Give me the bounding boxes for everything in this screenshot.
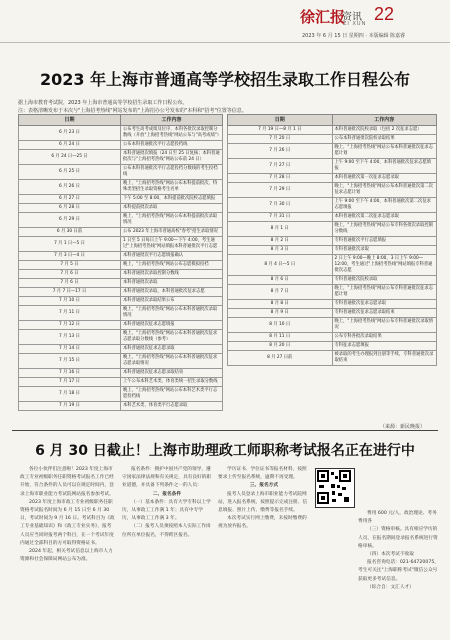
table-row (19, 195, 223, 204)
table-row (19, 369, 223, 378)
table-cell-date: 8 月 1 日 (228, 222, 333, 237)
table-cell-date: 8 月 2 日 (228, 237, 333, 246)
table-row (228, 174, 437, 183)
table-row (228, 237, 437, 246)
table-cell-content: 晚上，"上海招考热线"网站公布本科普通批次征求志愿计划 (332, 144, 437, 159)
table-row (19, 321, 223, 330)
table-cell-content: 公布本科普通批次院校录取结果 (332, 135, 437, 144)
table-row (19, 270, 223, 279)
table-cell-date: 8 月 3 日 (228, 246, 333, 255)
article-paragraph: 报考人员登录上海市职业能力考试院网站，进入报名系统，按照提示完成注册、信息填报、照片上传、缴费等报名手续。 (218, 491, 308, 514)
table-cell-date: 8 月 27 日前 (228, 351, 333, 366)
table-row (228, 144, 437, 159)
article-paragraph: （综合自：文汇人才） (367, 584, 414, 590)
schedule-table-left (18, 114, 223, 411)
table-cell-content: 本科普通批次征求志愿录取结束 (121, 369, 223, 378)
table-cell-date: 8 月 4 日—5 日 (228, 255, 333, 276)
article-paragraph: 2023 年度上海市政工专业初级职务任职资格考试报名时间为 6 月 15 日至 6 月 30 日，考试时间为 9 月 16 日。考试科目为《政工专业基础知识》和《政工专业实务》，报考人员应当同时报考两个科目，在一个考试年度内通过全部科目的方可取得资格证书。 (20, 499, 115, 546)
table-row (19, 279, 223, 288)
table-cell-content: 本科普通批次第一次征求志愿录取 (332, 174, 437, 183)
article-paragraph: 费用 600 元/人，政治理论、考务费用各 (358, 511, 437, 525)
table-cell-content: 被录取的考生办理报到注册等手续，专科普通批次录取结束 (332, 351, 437, 366)
table-cell-content: 本科提前批次录取 (121, 204, 223, 213)
table-cell-content: 专科普通批次平行志愿填报 (332, 237, 437, 246)
table-row (228, 351, 437, 366)
table-cell-content: 下午 5:00 至 8:00，本科提前批次院校志愿填报 (121, 195, 223, 204)
table-row (19, 126, 223, 141)
table-cell-content: 本科普通批次征求志愿填报 (121, 321, 223, 330)
table-row (19, 378, 223, 387)
table-cell-date: 7 月 18 日 (19, 387, 121, 402)
article-paragraph: 报名咨询电话：021-64720075，考生可关注"上海职称考试"微信公众号获取更多考试信息。 (358, 560, 439, 582)
article-intro (18, 99, 438, 115)
table-header-date: 日期 (228, 115, 333, 126)
table-row (228, 246, 437, 255)
table-row (228, 309, 437, 318)
table-cell-date: 7 月 14 日 (19, 345, 121, 354)
table-row (228, 276, 437, 285)
table-cell-content: 本科普通批次录取结果公布 (121, 297, 223, 306)
table-cell-content: 公布专科各批次录取结果 (332, 333, 437, 342)
table-row (19, 297, 223, 306)
article-title-exam-registration: 6 月 30 日截止！上海市助理政工师职称考试报名正在进行中 (35, 443, 415, 459)
table-cell-content: 公布本科普通批次平行志愿投档线 (121, 141, 223, 150)
table-cell-date: 7 月 11 日 (19, 306, 121, 321)
newspaper-brand: 徐汇报 (300, 8, 346, 26)
table-cell-date: 7 月 10 日 (19, 297, 121, 306)
qr-code-icon (315, 468, 355, 508)
table-cell-date: 7 月 13 日 (19, 330, 121, 345)
table-row (228, 342, 437, 351)
section-divider (12, 430, 438, 431)
table-cell-content: 公布考生高考成绩及位序、本科各批次录取控制分数线（开放"上海招考热线"网站公布与"高考成绩"） (121, 126, 223, 141)
table-cell-date: 7 月 7 日—17 日 (19, 288, 121, 297)
article-source-credit: （来源：新民晚报） (380, 424, 426, 430)
table-cell-content: 晚上，"上海招考热线"网站公布专科普通批次征求志愿计划 (332, 285, 437, 300)
table-cell-date: 8 月 8 日 (228, 300, 333, 309)
table-cell-date: 7 月 3 日—4 日 (19, 252, 121, 261)
table-cell-date: 7 月 29 日 (228, 183, 333, 198)
table-cell-date: 6 月 30 日前 (19, 228, 121, 237)
section-name-en: ZI XUN (343, 21, 367, 27)
table-row (19, 213, 223, 228)
table-cell-content: 晚上，"上海招考热线"网站公布专科普通批次录取情况 (332, 318, 437, 333)
schedule-table-right (227, 114, 437, 366)
table-header-content: 工作内容 (121, 115, 223, 126)
table-cell-date: 7 月 28 日 (228, 174, 333, 183)
table-cell-content: 1 日至 5 日每日上午 9:00—下午 4:00，考生通过"上海招考热线"网站填报本科普通批次平行志愿 (121, 237, 223, 252)
table-cell-date: 7 月 20 日 (228, 135, 333, 144)
article-paragraph: （一）基本条件：具有大学专科以上学历，从事政工工作满 1 年；具有中专学历，从事政工工作满 3 年。 (122, 499, 211, 522)
article-paragraph: 三、报名方式 (249, 483, 279, 489)
table-cell-date: 7 月 27 日 (228, 159, 333, 174)
table-row (228, 126, 437, 135)
table-cell-date: 7 月 5 日 (19, 261, 121, 270)
table-row (228, 255, 437, 276)
page-number: 22 (374, 4, 395, 24)
table-cell-content: 专科普通批次征求志愿录取 (332, 300, 437, 309)
table-row (19, 345, 223, 354)
table-row (19, 237, 223, 252)
table-cell-content: 本科普通批次征求志愿录取 (121, 345, 223, 354)
table-cell-content: 本科普通批次院校录取（包括 2 次征求志愿） (332, 126, 437, 135)
table-row (19, 402, 223, 411)
table-row (19, 228, 223, 237)
table-cell-date: 7 月 12 日 (19, 321, 121, 330)
table-cell-date: 7 月 19 日—8 月 1 日 (228, 126, 333, 135)
table-cell-date: 8 月 9 日 (228, 309, 333, 318)
table-cell-date: 6 月 25 日 (19, 165, 121, 180)
table-cell-date: 7 月 6 日 (19, 279, 121, 288)
table-cell-date: 7 月 30 日 (228, 198, 333, 213)
masthead (0, 0, 450, 43)
table-cell-content: 本科艺术类、体育类平行志愿录取 (121, 402, 223, 411)
table-cell-content: 专科征求志愿填报 (332, 342, 437, 351)
table-row (19, 180, 223, 195)
table-row (228, 159, 437, 174)
table-row (19, 204, 223, 213)
table-row (228, 318, 437, 333)
table-cell-date: 8 月 20 日 (228, 342, 333, 351)
table-cell-content: 晚上，"上海招考热线"网站公布本科提前批次录取情况 (121, 213, 223, 228)
table-cell-content: 专科普通批次院校录取 (332, 276, 437, 285)
table-cell-date: 6 月 26 日 (19, 180, 121, 195)
table-cell-date: 7 月 16 日 (19, 369, 121, 378)
table-cell-content: 晚上，"上海招考热线"网站公布志愿模拟投档 (121, 261, 223, 270)
table-header-content: 工作内容 (332, 115, 437, 126)
table-cell-date: 6 月 23 日 (19, 126, 121, 141)
table-cell-content: 上午 9:00 至下午 4:00，本科普通批次征求志愿填报 (332, 159, 437, 174)
table-cell-content: 晚上，"上海招考热线"网站公布本科艺术类平行志愿投档线 (121, 387, 223, 402)
table-cell-date: 7 月 6 日 (19, 270, 121, 279)
article-column-1 (20, 466, 116, 564)
table-cell-date: 7 月 31 日 (228, 213, 333, 222)
table-cell-date: 6 月 29 日 (19, 213, 121, 228)
table-row (228, 222, 437, 237)
table-cell-content: 2 日上午 9:00—晚上 8:00，3 日上午 9:00—12:00，考生通过"上海招考热线"网站填报专科普通批次志愿 (332, 255, 437, 276)
table-row (19, 387, 223, 402)
table-cell-content: 晚上，"上海招考热线"网站公布专科各批次录取控制分数线 (332, 222, 437, 237)
table-cell-date: 8 月 7 日 (228, 285, 333, 300)
table-cell-date: 8 月 11 日 (228, 333, 333, 342)
article-paragraph: 二、报名条件 (152, 491, 182, 497)
table-row (228, 135, 437, 144)
table-cell-content: 公布 2023 年上海市普通高校"春考"招生录取情况 (121, 228, 223, 237)
table-header-date: 日期 (19, 115, 121, 126)
table-cell-content: 晚上，"上海招考热线"网站公布本科普通批次征求志愿录取分数线（参考） (121, 330, 223, 345)
table-cell-date: 7 月 26 日 (228, 144, 333, 159)
article-paragraph: 学历证书、学位证书等报名材料，按照要求上传至报名系统，逾期不再受理。 (218, 467, 307, 481)
article-paragraph: 本次考试实行网上缴费，未按时缴费的视为放弃报名。 (218, 516, 307, 530)
table-row (19, 288, 223, 297)
table-cell-content: 专科普通批次录取 (332, 246, 437, 255)
table-cell-content: 晚上，"上海招考热线"网站公布本科普通批次录取情况 (121, 306, 223, 321)
table-row (228, 285, 437, 300)
dateline: 2023 年 6 月 15 日 星期四 · 本版编辑 陈嘉睿 (302, 33, 406, 39)
article-paragraph: （二）报考人员须按照本人实际工作岗位所在单位报名，不得跨区报名。 (122, 524, 211, 538)
table-row (228, 213, 437, 222)
table-row (19, 354, 223, 369)
table-cell-date: 7 月 1 日—5 日 (19, 237, 121, 252)
table-row (19, 261, 223, 270)
table-row (19, 252, 223, 261)
article-paragraph: 各位小伙伴们注意啦！2023 年度上海市政工专业初级职务任职资格考试报名工作已经开始，符合条件的人员可以在规定时间内，登录上海市职业能力考试院网站报名参加考试。 (20, 467, 114, 497)
article-paragraph: 2024 年起，相关考试信息以上海市人力资源和社会保障局网站公布为准。 (20, 549, 113, 563)
article-column-3 (218, 466, 310, 532)
table-cell-content: 本科普通批次填报（24 日至 25 日复核；本科普通批次与"上海招考热线"网站公布前 24 日） (121, 150, 223, 165)
table-row (19, 141, 223, 150)
table-cell-content: 本科普通批次录取 (121, 279, 223, 288)
table-cell-date: 6 月 28 日 (19, 204, 121, 213)
article-column-2 (122, 466, 212, 540)
article-paragraph: （三）资格审核。具有相应学历的人员，在报名期间登录报名系统进行资格审核。 (358, 527, 438, 549)
table-cell-date: 7 月 19 日 (19, 402, 121, 411)
table-cell-content: 本科普通批次录取，本科普通批次征求志愿 (121, 288, 223, 297)
table-row (19, 330, 223, 345)
table-row (228, 333, 437, 342)
table-cell-content: 专科普通批次征求志愿录取结束 (332, 309, 437, 318)
section-name: 资讯 (342, 12, 362, 23)
table-row (19, 150, 223, 165)
table-cell-date: 8 月 10 日 (228, 318, 333, 333)
article-column-4 (358, 510, 440, 592)
table-cell-date: 7 月 15 日 (19, 354, 121, 369)
intro-line: 据上海市教育考试院，2023 年上海市普通高等学校招生录取工作日程公布。 (18, 100, 188, 106)
intro-note: 注：表格清晰发布于本次与"上海招考热线"网站发布的"上海招办公号发布的"本科和"招考"位置等信息。 (18, 108, 247, 114)
table-row (19, 306, 223, 321)
table-cell-content: 本科普通批次第二次征求志愿录取 (332, 213, 437, 222)
table-row (228, 198, 437, 213)
table-cell-date: 6 月 27 日 (19, 195, 121, 204)
table-cell-date: 6 月 24 日—25 日 (19, 150, 121, 165)
article-paragraph: 报名条件：拥护中国共产党的领导，遵守国家法律法规和有关规定，具有良好的职业道德，并具备下列条件之一的人员： (122, 467, 212, 489)
table-row (228, 183, 437, 198)
table-cell-content: 晚上，"上海招考热线"网站公布本科普通批次征求志愿录取情况 (121, 354, 223, 369)
table-cell-content: 晚上，"上海招考热线"网站公布本科普通批次第二次征求志愿计划 (332, 183, 437, 198)
table-cell-content: 本科普通批次平行志愿填报确认 (121, 252, 223, 261)
table-cell-content: 上午公布本科艺术类、体育类统一招生录取分数线 (121, 378, 223, 387)
table-cell-date: 7 月 17 日 (19, 378, 121, 387)
table-row (228, 300, 437, 309)
table-cell-content: 晚上，"上海招考热线"网站公布本科提前批次、特殊类型招生录取资格考生名单 (121, 180, 223, 195)
article-paragraph: （四）本次考试不收取 (367, 552, 414, 558)
table-row (19, 165, 223, 180)
article-title-admission-schedule: 2023 年上海市普通高等学校招生录取工作日程公布 (39, 70, 411, 89)
table-cell-content: 公布本科普通批次平行志愿投档分数线的考生投档线 (121, 165, 223, 180)
table-cell-content: 上午 9:00 至下午 4:00，本科普通批次第二次征求志愿填报 (332, 198, 437, 213)
table-cell-date: 8 月 6 日 (228, 276, 333, 285)
table-cell-date: 6 月 24 日 (19, 141, 121, 150)
table-cell-content: 本科普通批次录取控制分数线 (121, 270, 223, 279)
